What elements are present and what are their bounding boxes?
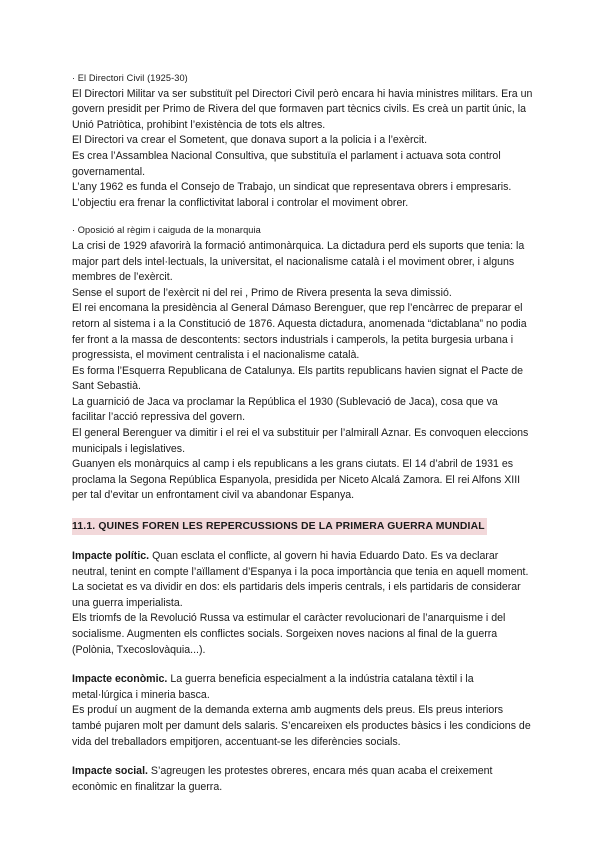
oposicio-subtitle: · Oposició al règim i caiguda de la monarquia xyxy=(72,225,261,236)
paragraph: Guanyen els monàrquics al camp i els republicans a les grans ciutats. El 14 d’abril de 1931 es proclama la Segona República Espanyola, presidida per Niceto Alcalá Zamora. El rei Alfons XIII per tal d’evitar un enfrontament civil va abandonar Espanya. xyxy=(72,458,521,502)
impacte-economic-section xyxy=(72,672,534,750)
impacte-social-text: S’agreugen les protestes obreres, encara més quan acaba el creixement econòmic en finalitzar la guerra. xyxy=(72,765,493,793)
paragraph: Els triomfs de la Revolució Russa va estimular el caràcter revolucionari de l’anarquisme i del socialisme. Augmenten els conflictes socials. Sorgeixen noves nacions al final de la guerra (Polònia, Txecoslovàquia...). xyxy=(72,612,506,656)
section-heading-wrap xyxy=(72,518,534,535)
impacte-social-section xyxy=(72,764,534,795)
paragraph: Es produí un augment de la demanda externa amb augments dels preus. Els preus interiors també pujaren molt per damunt dels salaris. S’encareixen els productes bàsics i les condicions de vida del treballadors empitjoren, accentuant-se les diferències socials. xyxy=(72,704,531,748)
paragraph: El Directori va crear el Sometent, que donava suport a la policia i a l’exèrcit. xyxy=(72,134,428,147)
section-heading: 11.1. QUINES FOREN LES REPERCUSSIONS DE LA PRIMERA GUERRA MUNDIAL xyxy=(72,518,487,535)
paragraph xyxy=(72,549,534,611)
paragraph: L’any 1962 es funda el Consejo de Trabajo, un sindicat que representava obrers i empresaris. L’objectiu era frenar la conflictivitat laboral i controlar el moviment obrer. xyxy=(72,181,512,209)
impacte-economic-text: La guerra beneficia especialment a la indústria catalana tèxtil i la metal·lúrgica i mineria basca. xyxy=(72,673,474,701)
directori-civil-section xyxy=(72,71,534,211)
impacte-social-lead: Impacte social. xyxy=(72,765,148,778)
impacte-politic-lead: Impacte polític. xyxy=(72,550,150,563)
directori-subtitle: · El Directori Civil (1925-30) xyxy=(72,73,188,83)
paragraph: Es crea l’Assamblea Nacional Consultiva, que substituïa el parlament i actuava sota control governamental. xyxy=(72,149,501,178)
impacte-politic-section xyxy=(72,549,534,658)
paragraph xyxy=(72,764,534,795)
paragraph: La guarnició de Jaca va proclamar la República el 1930 (Sublevació de Jaca), cosa que va facilitar l’acció repressiva del govern. xyxy=(72,395,498,424)
impacte-politic-text: Quan esclata el conflicte, al govern hi havia Eduardo Dato. Es va declarar neutral, tenint en compte l’aïllament d’Espanya i la poca importància que tenia en aquell moment. La societat es va dividir en dos: els partidaris dels imperis centrals, i els partidaris de considerar una guerra imperialista. xyxy=(72,550,529,609)
paragraph: El general Berenguer va dimitir i el rei el va substituir per l’almirall Aznar. Es convoquen eleccions municipals i legislatives. xyxy=(72,427,529,455)
document-page xyxy=(72,71,534,795)
oposicio-section xyxy=(72,223,534,504)
paragraph: Es forma l’Esquerra Republicana de Catalunya. Els partits republicans havien signat el Pacte de Sant Sebastià. xyxy=(72,364,524,393)
paragraph: El rei encomana la presidència al General Dámaso Berenguer, que rep l’encàrrec de preparar el retorn al sistema i a la Constitució de 1876. Aquesta dictadura, anomenada “dictablana” no podia fer front a la massa de descontents: sectors industrials i camperols, la petita burgesia urbana i progressista, el moviment centralista i el nacionalisme català. xyxy=(72,302,527,362)
paragraph: El Directori Militar va ser substituït pel Directori Civil però encara hi havia ministres militars. Era un govern presidit per Primo de Rivera del que formaven part tècnics civils. Es creà un partit únic, la Unió Patriòtica, prohibint l’existència de tots els altres. xyxy=(72,87,533,131)
paragraph: Sense el suport de l’exèrcit ni del rei , Primo de Rivera presenta la seva dimissió. xyxy=(72,286,452,299)
paragraph xyxy=(72,672,534,703)
impacte-economic-lead: Impacte econòmic. xyxy=(72,673,168,686)
paragraph: La crisi de 1929 afavorirà la formació antimonàrquica. La dictadura perd els suports que tenia: la major part dels intel·lectuals, la universitat, el nacionalisme català i el moviment obrer, i alguns membres de l’exèrcit. xyxy=(72,239,525,284)
